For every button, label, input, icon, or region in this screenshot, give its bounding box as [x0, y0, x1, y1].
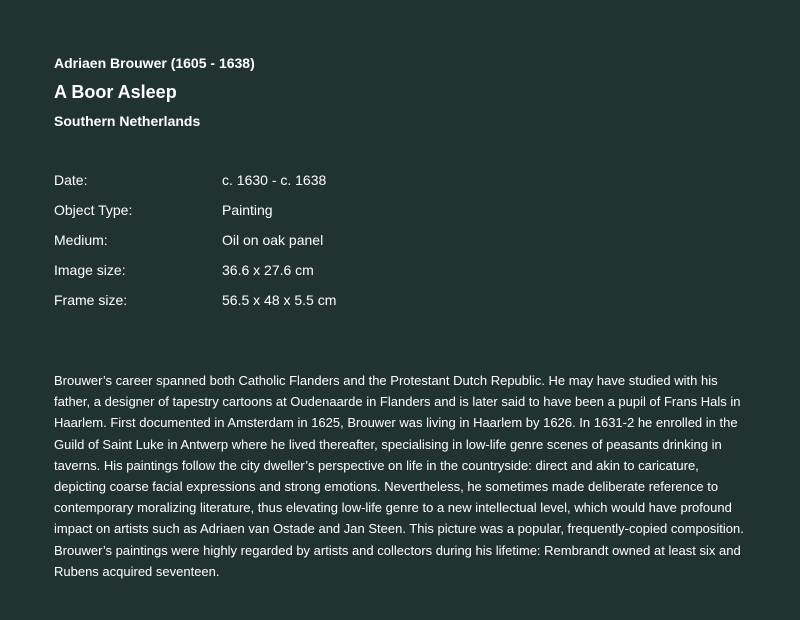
detail-value: 56.5 x 48 x 5.5 cm: [222, 292, 337, 308]
detail-row-object-type: [54, 201, 744, 231]
detail-label: Date:: [54, 172, 88, 188]
detail-row-image-size: [54, 261, 744, 291]
detail-value: Oil on oak panel: [222, 232, 324, 248]
details-table: [54, 171, 744, 321]
artist-name: Adriaen Brouwer (1605 - 1638): [54, 55, 255, 71]
artwork-record: [54, 54, 744, 321]
detail-label: Image size:: [54, 262, 126, 278]
detail-row-frame-size: [54, 291, 744, 321]
detail-value: c. 1630 - c. 1638: [222, 172, 327, 188]
detail-value: 36.6 x 27.6 cm: [222, 262, 314, 278]
detail-row-medium: [54, 231, 744, 261]
detail-label: Object Type:: [54, 202, 133, 218]
artwork-origin: Southern Netherlands: [54, 113, 201, 129]
artwork-description: Brouwer’s career spanned both Catholic Flanders and the Protestant Dutch Republic. He may have studied with his father, a designer of tapestry cartoons at Oudenaarde in Flanders and is later said to have been a pupil of Frans Hals in Haarlem. First documented in Amsterdam in 1625, Brouwer was living in Haarlem by 1626. In 1631-2 he enrolled in the Guild of Saint Luke in Antwerp where he lived thereafter, specialising in low-life genre scenes of peasants drinking in taverns. His paintings follow the city dweller’s perspective on life in the countryside: direct and akin to caricature, depicting coarse facial expressions and strong emotions. Nevertheless, he sometimes made deliberate reference to contemporary moralizing literature, thus elevating low-life genre to a new intellectual level, which would have profound impact on artists such as Adriaen van Ostade and Jan Steen. This picture was a popular, frequently-copied composition. Brouwer’s paintings were highly regarded by artists and collectors during his lifetime: Rembrandt owned at least six and Rubens acquired seventeen.: [54, 373, 744, 579]
detail-row-date: [54, 171, 744, 201]
detail-label: Frame size:: [54, 292, 128, 308]
detail-label: Medium:: [54, 232, 108, 248]
detail-value: Painting: [222, 202, 273, 218]
artwork-title: A Boor Asleep: [54, 82, 177, 102]
